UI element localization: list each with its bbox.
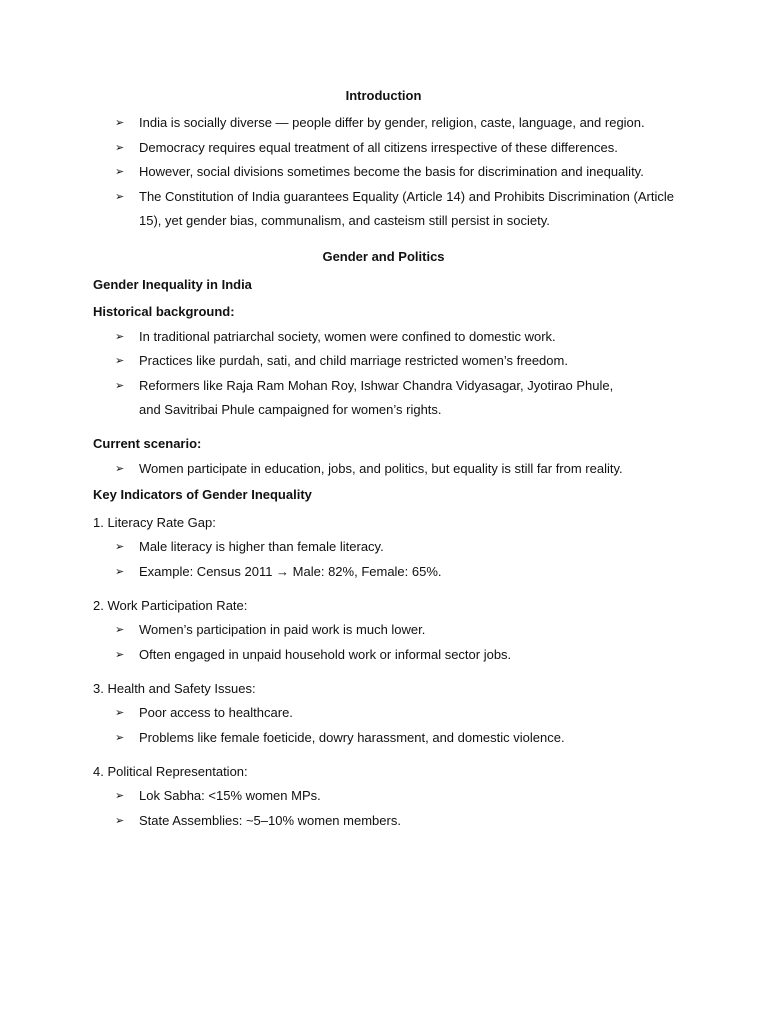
historical-list: [93, 325, 674, 423]
gender-inequality-heading: Gender Inequality in India: [93, 276, 252, 292]
arrow-bullet-icon: ➢: [115, 462, 125, 475]
historical-background-heading: Historical background:: [93, 303, 235, 319]
arrow-bullet-icon: ➢: [115, 814, 125, 827]
arrow-bullet-icon: ➢: [115, 355, 125, 367]
arrow-bullet-icon: ➢: [115, 624, 125, 636]
list-item: ➢ Example: Census 2011 → Male: 82%, Female: 65%.: [93, 560, 674, 585]
list-item: ➢ Often engaged in unpaid household work or informal sector jobs.: [93, 643, 674, 668]
arrow-bullet-icon: ➢: [115, 117, 125, 129]
list-item: ➢ Lok Sabha: <15% women MPs.: [93, 784, 674, 809]
arrow-bullet-icon: ➢: [115, 731, 125, 744]
list-item: ➢ India is socially diverse — people differ by gender, religion, caste, language, and region.: [93, 111, 674, 136]
key-indicators-heading: Key Indicators of Gender Inequality: [93, 487, 312, 502]
arrow-bullet-icon: ➢: [115, 790, 125, 802]
arrow-bullet-icon: ➢: [115, 565, 125, 578]
list-item: ➢ Male literacy is higher than female literacy.: [93, 535, 674, 560]
arrow-bullet-icon: ➢: [115, 379, 125, 392]
indicator-list: [93, 701, 674, 750]
arrow-bullet-icon: ➢: [115, 330, 125, 343]
indicator-title: 3. Health and Safety Issues:: [93, 681, 256, 696]
list-item: ➢ In traditional patriarchal society, women were confined to domestic work.: [93, 325, 674, 350]
indicator-title: 2. Work Participation Rate:: [93, 598, 248, 613]
indicator-list: [93, 784, 674, 833]
introduction-list: [93, 111, 674, 234]
indicator-title: 4. Political Representation:: [93, 764, 248, 779]
indicator-list: [93, 618, 674, 667]
current-list: [93, 457, 674, 482]
arrow-bullet-icon: ➢: [115, 166, 125, 178]
list-item: ➢ However, social divisions sometimes become the basis for discrimination and inequality.: [93, 160, 674, 185]
list-item: ➢ Poor access to healthcare.: [93, 701, 674, 726]
list-item: ➢ Practices like purdah, sati, and child marriage restricted women’s freedom.: [93, 349, 674, 374]
list-item: ➢ Women participate in education, jobs, and politics, but equality is still far from reality.: [93, 457, 674, 482]
arrow-bullet-icon: ➢: [115, 541, 125, 553]
gender-politics-heading: Gender and Politics: [322, 248, 445, 264]
arrow-bullet-icon: ➢: [115, 648, 125, 661]
list-item: ➢ The Constitution of India guarantees Equality (Article 14) and Prohibits Discrimination (Article 15), yet gender bias, communalism, and casteism still persist in society.: [93, 185, 674, 234]
arrow-bullet-icon: ➢: [115, 141, 125, 154]
list-item: ➢ Women’s participation in paid work is much lower.: [93, 618, 674, 643]
introduction-heading: Introduction: [345, 88, 422, 103]
arrow-bullet-icon: ➢: [115, 190, 125, 203]
list-item: ➢ Problems like female foeticide, dowry harassment, and domestic violence.: [93, 726, 674, 751]
current-scenario-heading: Current scenario:: [93, 435, 202, 451]
indicator-list: [93, 535, 674, 584]
indicator-title: 1. Literacy Rate Gap:: [93, 515, 216, 530]
list-item: ➢ State Assemblies: ~5–10% women members.: [93, 809, 674, 834]
list-item: ➢ Reformers like Raja Ram Mohan Roy, Ishwar Chandra Vidyasagar, Jyotirao Phule, and Savitribai Phule campaigned for women’s rights.: [93, 374, 674, 423]
arrow-bullet-icon: ➢: [115, 707, 125, 719]
list-item: ➢ Democracy requires equal treatment of all citizens irrespective of these differences.: [93, 136, 674, 161]
